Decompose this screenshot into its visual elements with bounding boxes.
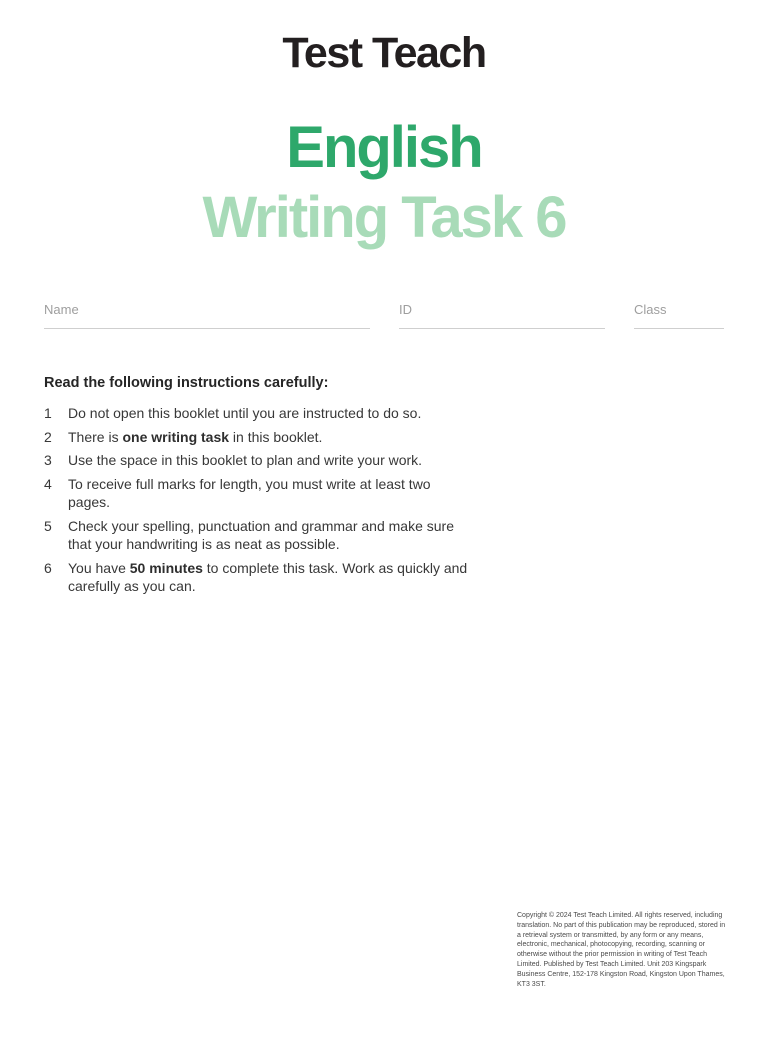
instruction-text [68, 404, 468, 422]
instruction-text [68, 517, 468, 553]
instruction-text [68, 428, 468, 446]
instruction-text-pre: There is [68, 428, 123, 445]
instruction-text [68, 451, 468, 469]
instruction-number: 6 [44, 559, 52, 576]
instruction-item-5 [44, 517, 484, 553]
instruction-number: 3 [44, 452, 52, 469]
name-field-label: Name [44, 302, 79, 318]
instruction-item-2 [44, 428, 484, 446]
name-field[interactable] [44, 302, 370, 329]
instructions-heading: Read the following instructions carefully: [44, 375, 329, 392]
id-field[interactable] [399, 302, 605, 329]
instruction-number: 5 [44, 518, 52, 535]
instruction-item-6 [44, 559, 484, 595]
instruction-number: 2 [44, 428, 52, 445]
instruction-text-bold: 50 minutes [129, 559, 203, 576]
instruction-item-3 [44, 451, 484, 469]
instruction-text-pre: You have [68, 559, 130, 576]
instruction-text-bold: one writing task [122, 428, 230, 445]
instruction-text [68, 559, 468, 595]
brand-logo: Test Teach [282, 29, 486, 77]
copyright-notice: Copyright © 2024 Test Teach Limited. All rights reserved, including translation. No part of this publication may be reproduced, stored in a retrieval system or transmitted, by any form or any means, electronic, mechanical, photocopying, recording, scanning or otherwise without the prior permission in writing of Test Teach Limited. Published by Test Teach Limited. Unit 203 Kingspark Business Centre, 152-178 Kingston Road, Kingston Upon Thames, KT3 3ST. [517, 912, 726, 988]
title-block [0, 113, 768, 252]
instruction-text-pre: Do not open this booklet until you are instructed to do so. [68, 405, 422, 422]
id-field-label: ID [399, 302, 412, 318]
subject-title: English [286, 115, 482, 181]
student-details-row [44, 302, 724, 329]
instruction-number: 1 [44, 405, 52, 422]
instruction-text [68, 475, 468, 511]
instructions-section [44, 375, 484, 595]
instruction-text-pre: Use the space in this booklet to plan and write your work. [68, 452, 423, 469]
instruction-item-4 [44, 475, 484, 511]
instruction-item-1 [44, 404, 484, 422]
instruction-number: 4 [44, 476, 52, 493]
instruction-text-pre: Check your spelling, punctuation and grammar and make sure that your handwriting is as neat as possible. [68, 518, 454, 553]
instruction-text-post: to complete this task. Work as quickly and carefully as you can. [68, 559, 468, 595]
instruction-text-pre: To receive full marks for length, you must write at least two pages. [68, 476, 431, 511]
instruction-text-post: in this booklet. [229, 428, 323, 445]
class-field[interactable] [634, 302, 724, 329]
instructions-list [44, 404, 484, 595]
class-field-label: Class [634, 302, 667, 318]
task-title: Writing Task 6 [202, 184, 566, 250]
